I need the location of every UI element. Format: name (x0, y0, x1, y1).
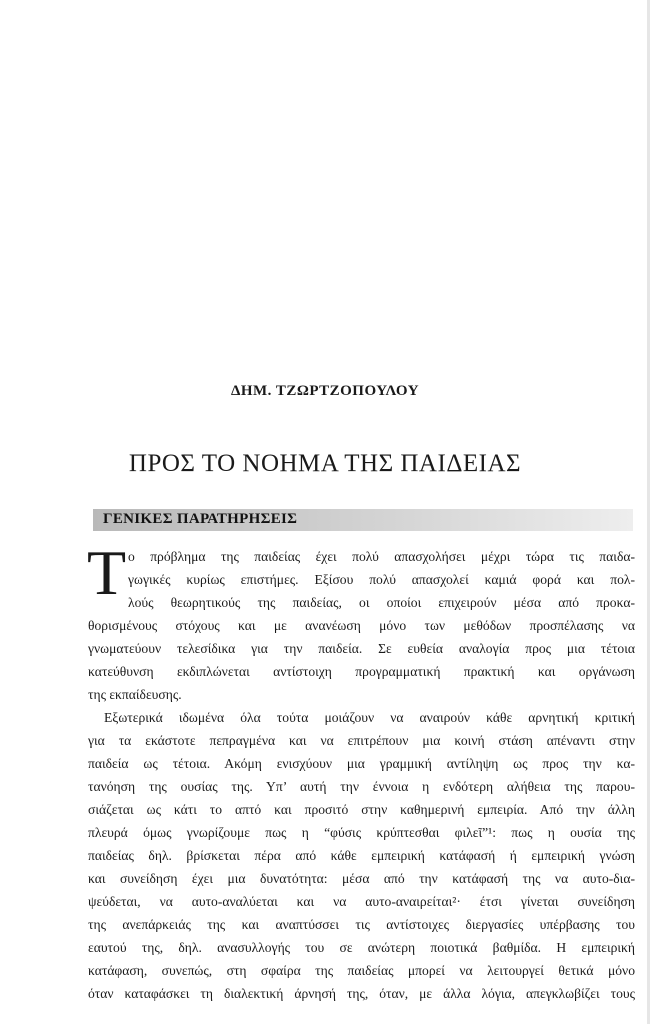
section-heading: ΓΕΝΙΚΕΣ ΠΑΡΑΤΗΡΗΣΕΙΣ (103, 511, 298, 527)
body-line: γνωματεύουν τελεσίδικα για την παιδεία. Σε ευθεία αναλογία προς μια τέτοια (88, 641, 635, 656)
body-line: τανόηση της ουσίας της. Υπ’ αυτή την έννοια η ενδότερη αλήθεια της παρου- (88, 779, 635, 794)
body-line: κατάφαση, συνεπώς, στη σφαίρα της παιδείας μπορεί να λειτουργεί θετικά μόνο (88, 963, 635, 978)
body-line: γωγικές κυρίως επιστήμες. Εξίσου πολύ απασχολεί καμιά φορά και πολ- (128, 572, 635, 587)
body-line: πλευρά όμως γνωρίζουμε πως η “φύσις κρύπτεσθαι φιλεῖ”¹: πως η ουσία της (88, 825, 635, 840)
body-line: για τα εκάστοτε πεπραγμένα και να επιτρέπουν μια κοινή στάση απέναντι στην (88, 733, 635, 748)
body-line: όταν καταφάσκει τη διαλεκτική άρνησή της, όταν, με άλλα λόγια, απεγκλωβίζει τους (88, 986, 635, 1001)
body-line: σιάζεται ως κάτι το απτό και προσιτό στην καθημερινή εμπειρία. Από την άλλη (88, 802, 635, 817)
body-line: και συνείδηση έχει μια δυνατότητα: μέσα από την κατάφασή της να αυτο-δια- (88, 871, 635, 886)
body-line: της εκπαίδευσης. (88, 687, 182, 702)
article-title: ΠΡΟΣ ΤΟ ΝΟΗΜΑ ΤΗΣ ΠΑΙΔΕΙΑΣ (128, 450, 522, 477)
drop-cap: Τ (87, 537, 127, 608)
author-name: ΔΗΜ. ΤΖΩΡΤΖΟΠΟΥΛΟΥ (230, 383, 420, 399)
body-line: της ανεπάρκειάς της και αναπτύσσει τις αντίστοιχες διεργασίες υπέρβασης του (88, 917, 635, 932)
body-line: ο πρόβλημα της παιδείας έχει πολύ απασχολήσει μέχρι τώρα τις παιδα- (128, 549, 635, 564)
body-line: θορισμένους στόχους και με ανανέωση μόνο των μεθόδων προσπέλασης να (88, 618, 635, 633)
body-line: Εξωτερικά ιδωμένα όλα τούτα μοιάζουν να αναιρούν κάθε αρνητική κριτική (104, 710, 635, 725)
body-line: παιδείας δηλ. βρίσκεται πέρα από κάθε εμπειρική κατάφασή ή εμπειρική γνώση (88, 848, 635, 863)
body-line: λούς θεωρητικούς της παιδείας, οι οποίοι επιχειρούν μέσα από προκα- (128, 595, 635, 610)
body-line: κατεύθυνση εκδιπλώνεται αντίστοιχη προγραμματική πρακτική και οργάνωση (88, 664, 635, 679)
body-line: ψεύδεται, να αυτο-αναλύεται και να αυτο-αναιρείται²· έτσι γίνεται συνείδηση (88, 894, 635, 909)
section-heading-bar (93, 509, 633, 531)
body-line: εαυτού της, δηλ. ανασυλλογής του σε ανώτερη ποιοτικά βαθμίδα. Η εμπειρική (88, 940, 635, 955)
body-line: παιδεία ως τέτοια. Ακόμη ενισχύουν μια γραμμική αντίληψη ως προς την κα- (88, 756, 635, 771)
